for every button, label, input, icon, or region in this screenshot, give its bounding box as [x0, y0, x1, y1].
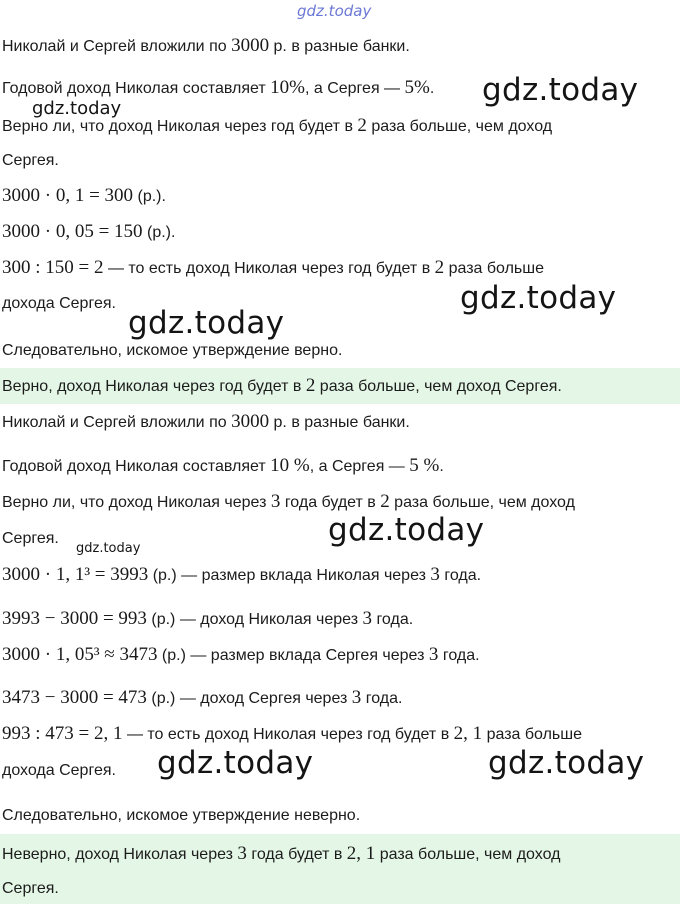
- text-segment: года.: [361, 690, 403, 707]
- text-segment: Николай и Сергей вложили по: [2, 38, 232, 55]
- text-line: [2, 492, 575, 513]
- math-expression: 3000: [231, 411, 270, 432]
- text-segment: года.: [438, 647, 480, 664]
- watermark: gdz.today: [460, 280, 617, 316]
- math-expression: 3000 · 0, 1 = 300: [2, 185, 134, 206]
- text-segment: раза больше, чем доход: [389, 494, 575, 511]
- text-line: [2, 116, 552, 137]
- text-segment: (р.).: [133, 188, 166, 205]
- text-line: [2, 151, 59, 171]
- text-line: [2, 565, 481, 586]
- text-segment: , а Сергея —: [309, 458, 410, 475]
- math-expression: 3000 · 0, 05 = 150: [2, 221, 143, 242]
- text-segment: .: [429, 80, 435, 97]
- text-segment: Годовой доход Николая составляет: [2, 80, 271, 97]
- math-expression: 3: [351, 687, 362, 708]
- math-expression: 5 %: [409, 455, 440, 476]
- text-segment: года будет в: [246, 846, 347, 863]
- text-segment: Сергея.: [2, 880, 59, 897]
- math-expression: 300 : 150 = 2: [2, 257, 104, 278]
- math-expression: 3: [270, 491, 281, 512]
- text-segment: р. в разные банки.: [269, 414, 410, 431]
- math-expression: 3: [237, 843, 247, 864]
- text-segment: раза больше, чем доход: [366, 118, 553, 135]
- text-line: [2, 645, 480, 666]
- watermark: gdz.today: [128, 305, 285, 341]
- math-expression: 2: [434, 257, 445, 278]
- math-expression: 2: [305, 375, 316, 396]
- text-line: [2, 529, 59, 549]
- text-segment: года будет в: [280, 494, 381, 511]
- math-expression: 3: [430, 564, 440, 585]
- text-segment: года.: [439, 567, 482, 584]
- text-segment: раза больше: [482, 726, 582, 743]
- text-segment: Годовой доход Николая составляет: [2, 458, 271, 475]
- math-expression: 3000 · 1, 05³ ≈ 3473: [2, 644, 158, 665]
- text-line: [2, 724, 582, 745]
- math-expression: 3: [362, 608, 372, 629]
- watermark: gdz.today: [32, 98, 122, 119]
- math-expression: 10%: [270, 77, 305, 98]
- math-expression: 5%: [404, 77, 430, 98]
- math-expression: 3000: [231, 35, 270, 56]
- watermark: gdz.today: [157, 745, 314, 781]
- text-segment: (р.) — размер вклада Сергея через: [157, 647, 429, 664]
- text-segment: (р.).: [142, 224, 176, 241]
- text-segment: Сергея.: [2, 530, 59, 547]
- math-expression: 3: [428, 644, 439, 665]
- text-segment: Верно ли, что доход Николая через: [2, 494, 271, 511]
- text-segment: (р.) — доход Николая через: [146, 611, 363, 628]
- text-segment: раза больше, чем доход Сергея.: [315, 378, 562, 395]
- text-segment: Верно, доход Николая через год будет в: [2, 378, 306, 395]
- text-line: [2, 456, 444, 477]
- watermark-top: gdz.today: [297, 2, 372, 20]
- text-segment: раза больше, чем доход: [375, 846, 561, 863]
- text-segment: Верно ли, что доход Николая через год будет в: [2, 118, 358, 135]
- math-expression: 3000 · 1, 1³ = 3993: [2, 564, 149, 585]
- text-line: [2, 78, 434, 99]
- text-line: [2, 806, 360, 826]
- math-expression: 2, 1: [346, 843, 376, 864]
- text-segment: дохода Сергея.: [2, 295, 116, 312]
- text-segment: года.: [372, 611, 414, 628]
- text-line: [2, 222, 175, 243]
- text-line: [2, 36, 410, 57]
- text-line: [2, 341, 342, 361]
- watermark: gdz.today: [328, 512, 485, 548]
- text-segment: Следовательно, искомое утверждение неверно.: [2, 807, 361, 824]
- text-segment: .: [439, 458, 444, 475]
- math-expression: 2: [357, 115, 367, 136]
- math-expression: 3993 − 3000 = 993: [2, 608, 147, 629]
- text-segment: дохода Сергея.: [2, 762, 116, 779]
- text-line: [2, 761, 116, 781]
- text-segment: Николай и Сергей вложили по: [2, 414, 232, 431]
- text-segment: — то есть доход Николая через год будет в: [103, 260, 435, 277]
- text-segment: , а Сергея —: [304, 80, 405, 97]
- text-line: [2, 688, 402, 709]
- math-expression: 10 %: [270, 455, 310, 476]
- watermark: gdz.today: [482, 72, 639, 108]
- text-line: [2, 609, 413, 630]
- text-line: [2, 186, 166, 207]
- text-line: [2, 412, 410, 433]
- watermark: gdz.today: [76, 541, 141, 556]
- math-expression: 3473 − 3000 = 473: [2, 687, 147, 708]
- text-line: [2, 258, 544, 279]
- text-segment: раза больше: [444, 260, 544, 277]
- math-expression: 2, 1: [453, 723, 483, 744]
- text-segment: (р.) — доход Сергея через: [146, 690, 352, 707]
- text-segment: Следовательно, искомое утверждение верно.: [2, 342, 343, 359]
- text-line: [2, 376, 562, 397]
- text-line: [2, 879, 59, 899]
- math-expression: 2: [380, 491, 390, 512]
- text-segment: — то есть доход Николая через год будет в: [122, 726, 454, 743]
- text-segment: (р.) — размер вклада Николая через: [148, 567, 431, 584]
- math-expression: 993 : 473 = 2, 1: [2, 723, 123, 744]
- text-segment: р. в разные банки.: [269, 38, 410, 55]
- text-line: [2, 844, 560, 865]
- text-line: [2, 294, 116, 314]
- text-segment: Сергея.: [2, 152, 59, 169]
- text-segment: Неверно, доход Николая через: [2, 846, 238, 863]
- watermark: gdz.today: [488, 745, 645, 781]
